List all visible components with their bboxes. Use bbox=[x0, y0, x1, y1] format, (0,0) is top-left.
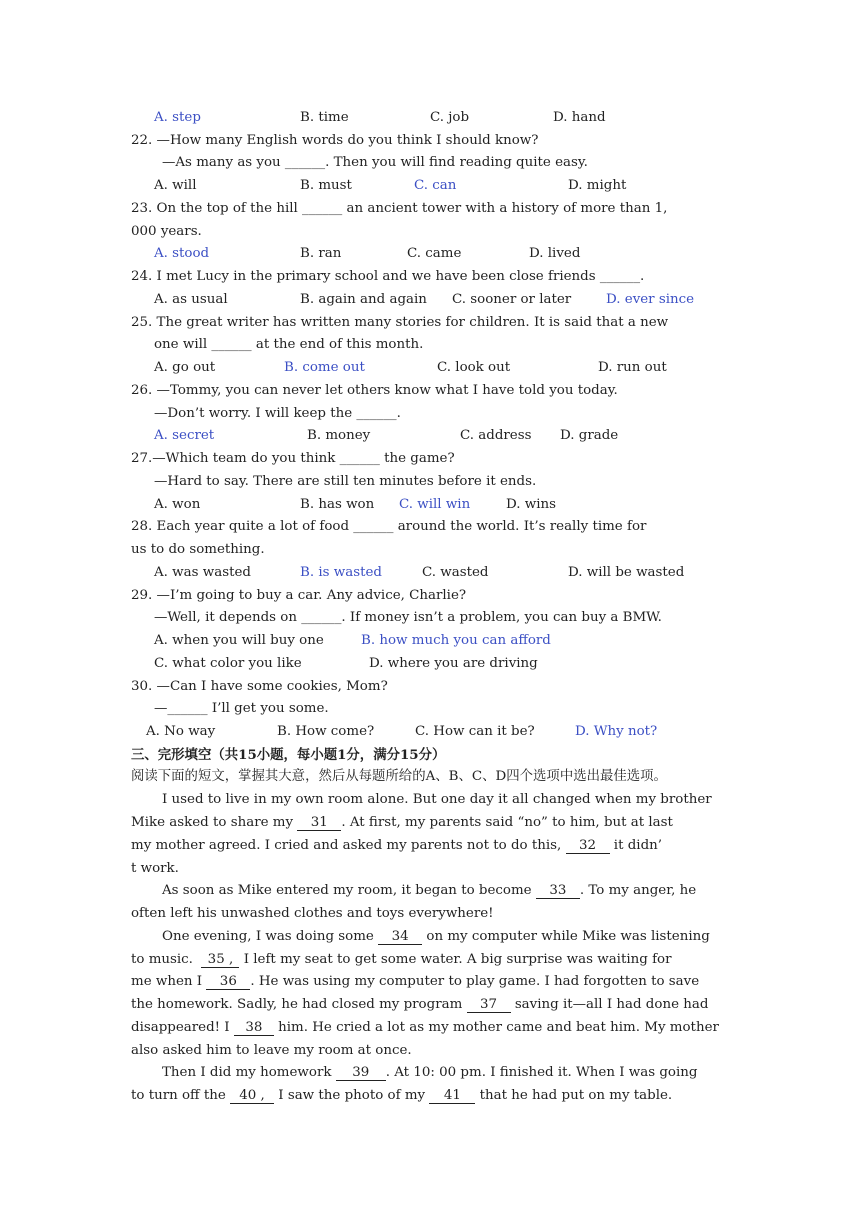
passage-line: As soon as Mike entered my room, it began to become 33 . To my anger, he bbox=[162, 883, 697, 898]
q29-option-a: A. when you will buy one bbox=[154, 633, 324, 648]
q25-option-b: B. come out bbox=[284, 360, 365, 375]
q27-stem: 27.—Which team do you think ______ the game? bbox=[131, 451, 455, 466]
passage-line: to music. 35 , I left my seat to get some water. A big surprise was waiting for bbox=[131, 952, 672, 967]
q21-option-d: D. hand bbox=[553, 110, 606, 125]
q21-option-a: A. step bbox=[154, 110, 201, 125]
blank-38: 38 bbox=[234, 1020, 274, 1036]
q27-option-d: D. wins bbox=[506, 497, 557, 512]
q23-stem-cont: 000 years. bbox=[131, 224, 202, 239]
q21-option-c: C. job bbox=[430, 110, 470, 125]
q27-reply: —Hard to say. There are still ten minutes before it ends. bbox=[154, 474, 537, 489]
passage-line: Then I did my homework 39 . At 10: 00 pm. I finished it. When I was going bbox=[162, 1065, 698, 1080]
q26-reply: —Don’t worry. I will keep the ______. bbox=[154, 406, 401, 421]
passage-line: Mike asked to share my 31 . At first, my parents said “no” to him, but at last bbox=[131, 815, 673, 830]
q29-stem: 29. —I’m going to buy a car. Any advice, Charlie? bbox=[131, 588, 467, 603]
q28-option-d: D. will be wasted bbox=[568, 565, 685, 580]
q30-option-c: C. How can it be? bbox=[415, 724, 535, 739]
passage-line: me when I 36 . He was using my computer to play game. I had forgotten to save bbox=[131, 974, 700, 989]
q24-option-c: C. sooner or later bbox=[452, 292, 572, 307]
q22-stem: 22. —How many English words do you think I should know? bbox=[131, 133, 539, 148]
q23-option-d: D. lived bbox=[529, 246, 581, 261]
section-heading: 三、完形填空（共15小题，每小题1分，满分15分） bbox=[131, 747, 446, 763]
q30-option-a: A. No way bbox=[146, 724, 216, 739]
q25-stem: 25. The great writer has written many stories for children. It is said that a new bbox=[131, 315, 669, 330]
q27-option-b: B. has won bbox=[300, 497, 375, 512]
q28-option-a: A. was wasted bbox=[154, 565, 251, 580]
q30-option-b: B. How come? bbox=[277, 724, 375, 739]
blank-40: 40 , bbox=[230, 1088, 274, 1104]
q23-option-b: B. ran bbox=[300, 246, 342, 261]
q21-option-b: B. time bbox=[300, 110, 349, 125]
q30-stem: 30. —Can I have some cookies, Mom? bbox=[131, 679, 388, 694]
passage-line: my mother agreed. I cried and asked my parents not to do this, 32 it didn’ bbox=[131, 838, 663, 853]
q29-reply: —Well, it depends on ______. If money isn’t a problem, you can buy a BMW. bbox=[154, 610, 662, 625]
q28-stem-cont: us to do something. bbox=[131, 542, 265, 557]
q25-option-d: D. run out bbox=[598, 360, 667, 375]
q28-option-b: B. is wasted bbox=[300, 565, 382, 580]
q27-option-c: C. will win bbox=[399, 497, 471, 512]
q26-option-b: B. money bbox=[307, 428, 371, 443]
blank-41: 41 bbox=[429, 1088, 475, 1104]
q26-option-d: D. grade bbox=[560, 428, 619, 443]
q28-stem: 28. Each year quite a lot of food ______ around the world. It’s really time for bbox=[131, 519, 647, 534]
q29-option-c: C. what color you like bbox=[154, 656, 302, 671]
q23-option-a: A. stood bbox=[154, 246, 210, 261]
q25-stem-cont: one will ______ at the end of this month. bbox=[154, 337, 424, 352]
q25-option-a: A. go out bbox=[154, 360, 216, 375]
blank-37: 37 bbox=[467, 997, 511, 1013]
q22-reply: —As many as you ______. Then you will find reading quite easy. bbox=[162, 155, 588, 170]
q26-option-c: C. address bbox=[460, 428, 532, 443]
blank-32: 32 bbox=[566, 838, 610, 854]
q22-option-b: B. must bbox=[300, 178, 352, 193]
blank-36: 36 bbox=[206, 974, 250, 990]
q24-option-a: A. as usual bbox=[154, 292, 228, 307]
blank-35: 35 , bbox=[201, 952, 239, 968]
q22-option-a: A. will bbox=[154, 178, 197, 193]
blank-34: 34 bbox=[378, 929, 422, 945]
blank-39: 39 bbox=[336, 1065, 386, 1081]
q26-stem: 26. —Tommy, you can never let others know what I have told you today. bbox=[131, 383, 618, 398]
q28-option-c: C. wasted bbox=[422, 565, 489, 580]
q22-option-d: D. might bbox=[568, 178, 627, 193]
passage-line: also asked him to leave my room at once. bbox=[131, 1043, 412, 1058]
q29-option-d: D. where you are driving bbox=[369, 656, 538, 671]
q24-option-d: D. ever since bbox=[606, 292, 695, 307]
q22-option-c: C. can bbox=[414, 178, 457, 193]
passage-line: often left his unwashed clothes and toys everywhere! bbox=[131, 906, 494, 921]
q30-reply: —______ I’ll get you some. bbox=[154, 701, 329, 716]
q30-option-d: D. Why not? bbox=[575, 724, 658, 739]
q24-stem: 24. I met Lucy in the primary school and we have been close friends ______. bbox=[131, 269, 645, 284]
q27-option-a: A. won bbox=[154, 497, 201, 512]
passage-line: I used to live in my own room alone. But one day it all changed when my brother bbox=[162, 792, 712, 807]
passage-line: to turn off the 40 , I saw the photo of my 41 that he had put on my table. bbox=[131, 1088, 673, 1103]
section-instruction: 阅读下面的短文，掌握其大意，然后从每题所给的A、B、C、D四个选项中选出最佳选项。 bbox=[131, 769, 667, 784]
q24-option-b: B. again and again bbox=[300, 292, 427, 307]
q25-option-c: C. look out bbox=[437, 360, 511, 375]
q29-option-b: B. how much you can afford bbox=[361, 633, 551, 648]
q23-stem: 23. On the top of the hill ______ an ancient tower with a history of more than 1, bbox=[131, 201, 668, 216]
passage-line: One evening, I was doing some 34 on my computer while Mike was listening bbox=[162, 929, 710, 944]
passage-line: disappeared! I 38 him. He cried a lot as my mother came and beat him. My mother bbox=[131, 1020, 719, 1035]
passage-line: the homework. Sadly, he had closed my program 37 saving it—all I had done had bbox=[131, 997, 709, 1012]
blank-33: 33 bbox=[536, 883, 580, 899]
blank-31: 31 bbox=[297, 815, 341, 831]
passage-line: t work. bbox=[131, 861, 179, 876]
q23-option-c: C. came bbox=[407, 246, 462, 261]
q26-option-a: A. secret bbox=[154, 428, 215, 443]
